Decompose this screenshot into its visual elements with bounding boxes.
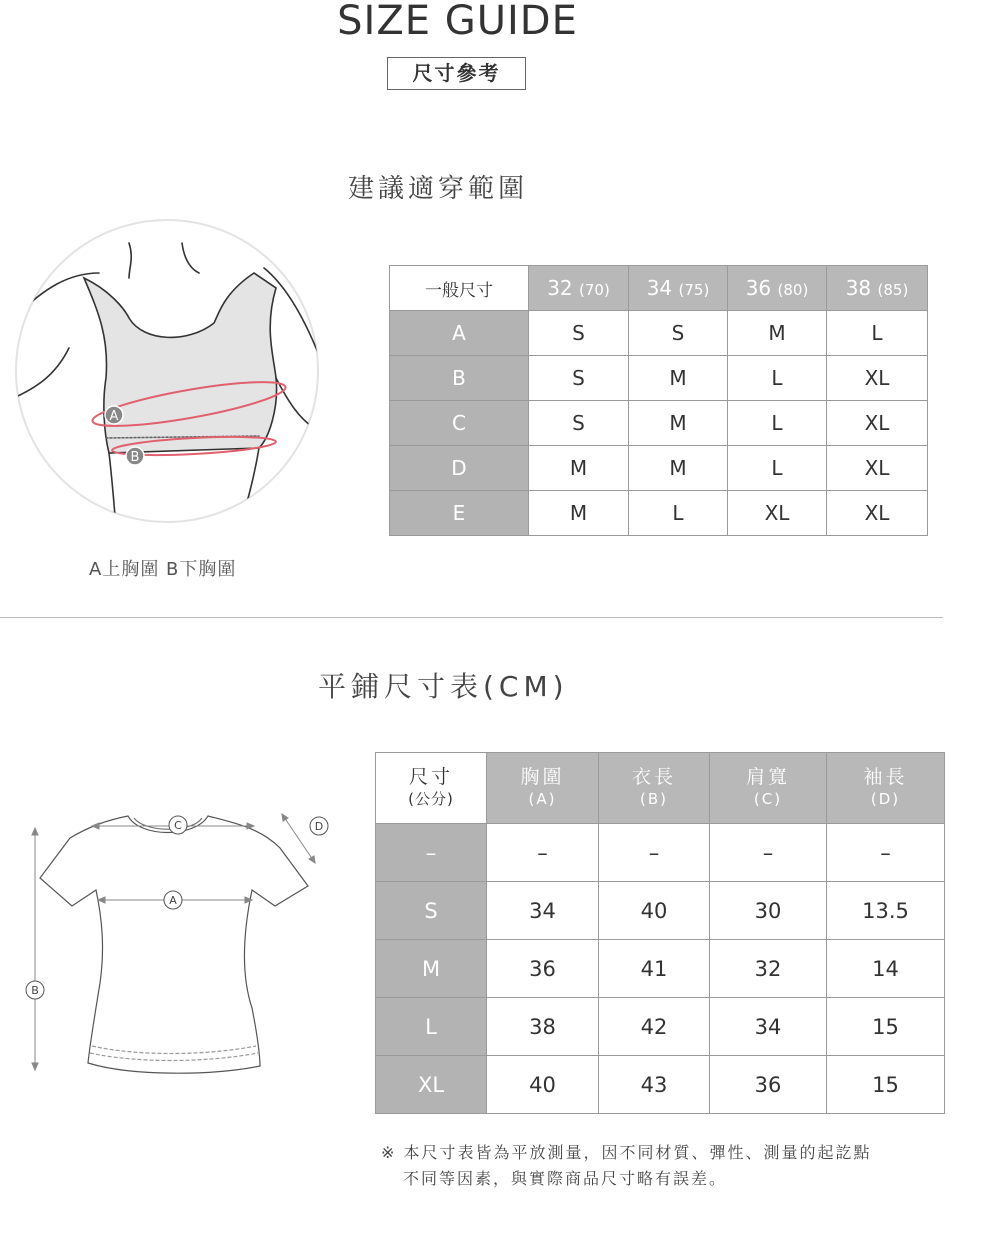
row-header: XL <box>376 1056 487 1114</box>
table-cell: M <box>629 401 728 446</box>
column-header: 32 (70) <box>529 266 629 311</box>
page-title: SIZE GUIDE <box>337 0 578 44</box>
table-cell: 34 <box>710 998 827 1056</box>
table-row <box>376 824 945 882</box>
marker-d-label: D <box>314 820 324 833</box>
measurement-note <box>381 1140 872 1192</box>
table-cell: 32 <box>710 940 827 998</box>
table-cell: M <box>629 356 728 401</box>
table-cell: 13.5 <box>827 882 945 940</box>
table-cell: 15 <box>827 998 945 1056</box>
column-header: 胸圍 (A) <box>487 753 599 824</box>
marker-b-label: B <box>31 984 39 997</box>
table-cell: 15 <box>827 1056 945 1114</box>
column-header: 衣長 (B) <box>599 753 710 824</box>
table-cell: 43 <box>599 1056 710 1114</box>
marker-a-label: A <box>109 409 119 424</box>
section-divider <box>0 617 943 618</box>
table-cell: L <box>629 491 728 536</box>
row-header: M <box>376 940 487 998</box>
note-line-2: 不同等因素，與實際商品尺寸略有誤差。 <box>403 1169 728 1188</box>
table-row <box>390 491 928 536</box>
note-line-1: ※ 本尺寸表皆為平放測量，因不同材質、彈性、測量的起訖點 <box>381 1143 872 1162</box>
table-cell: XL <box>827 401 928 446</box>
table-cell: L <box>728 356 827 401</box>
column-header: 肩寬 (C) <box>710 753 827 824</box>
marker-a-label: A <box>169 894 177 907</box>
table-row <box>376 940 945 998</box>
row-header: – <box>376 824 487 882</box>
table-header-row <box>376 753 945 824</box>
table-cell: – <box>710 824 827 882</box>
table-cell: XL <box>827 491 928 536</box>
table-cell: – <box>599 824 710 882</box>
table-cell: – <box>487 824 599 882</box>
table-row <box>390 356 928 401</box>
table-cell: S <box>529 311 629 356</box>
table-cell: M <box>529 446 629 491</box>
table-row <box>390 446 928 491</box>
table-cell: 42 <box>599 998 710 1056</box>
table-row <box>376 998 945 1056</box>
table-cell: M <box>728 311 827 356</box>
row-header: L <box>376 998 487 1056</box>
table-header-row <box>390 266 928 311</box>
column-header: 34 (75) <box>629 266 728 311</box>
column-header: 36 (80) <box>728 266 827 311</box>
table-corner-label: 尺寸 (公分) <box>376 753 487 824</box>
bra-caption: A上胸圍 B下胸圍 <box>89 559 237 580</box>
marker-c-label: C <box>174 819 182 832</box>
column-header: 38 (85) <box>827 266 928 311</box>
page-subtitle: 尺寸參考 <box>387 57 526 90</box>
table-cell: L <box>728 401 827 446</box>
table-cell: 40 <box>487 1056 599 1114</box>
table-cell: XL <box>728 491 827 536</box>
table-row <box>390 401 928 446</box>
row-header: B <box>390 356 529 401</box>
table-cell: 38 <box>487 998 599 1056</box>
flat-measurement-table <box>375 752 945 1114</box>
tshirt-illustration <box>20 808 340 1088</box>
bra-illustration <box>14 218 324 528</box>
table-row <box>390 311 928 356</box>
table-cell: 36 <box>487 940 599 998</box>
table-row <box>376 882 945 940</box>
marker-b-label: B <box>130 450 140 465</box>
row-header: C <box>390 401 529 446</box>
row-header: S <box>376 882 487 940</box>
table-cell: M <box>629 446 728 491</box>
column-header: 袖長 (D) <box>827 753 945 824</box>
table-cell: 34 <box>487 882 599 940</box>
table-corner-label: 一般尺寸 <box>390 266 529 311</box>
row-header: D <box>390 446 529 491</box>
section-heading-flat-measurements: 平鋪尺寸表(CM) <box>318 670 569 703</box>
table-cell: S <box>529 356 629 401</box>
table-cell: 40 <box>599 882 710 940</box>
table-cell: 41 <box>599 940 710 998</box>
table-cell: L <box>827 311 928 356</box>
table-cell: 14 <box>827 940 945 998</box>
table-cell: 30 <box>710 882 827 940</box>
recommended-size-table <box>389 265 928 536</box>
table-cell: M <box>529 491 629 536</box>
row-header: E <box>390 491 529 536</box>
table-cell: 36 <box>710 1056 827 1114</box>
table-row <box>376 1056 945 1114</box>
section-heading-recommended-range: 建議適穿範圍 <box>348 174 529 204</box>
table-cell: XL <box>827 446 928 491</box>
table-cell: XL <box>827 356 928 401</box>
table-cell: L <box>728 446 827 491</box>
table-cell: S <box>529 401 629 446</box>
table-cell: – <box>827 824 945 882</box>
row-header: A <box>390 311 529 356</box>
table-cell: S <box>629 311 728 356</box>
